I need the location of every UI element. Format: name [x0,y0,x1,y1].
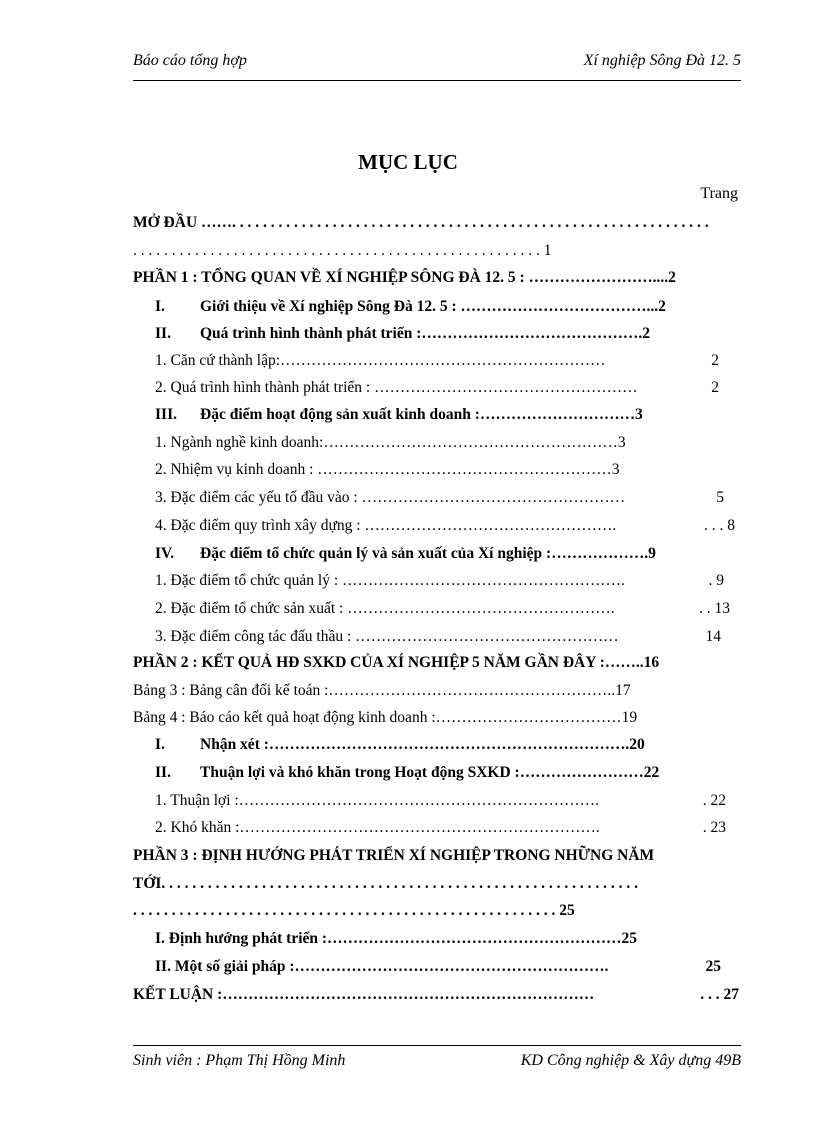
toc-entry [133,239,741,263]
toc-entry [155,403,741,427]
page-footer [133,1045,741,1080]
toc-entry-page: . 23 [701,816,726,840]
toc-entry [155,733,741,757]
toc-entry-roman: IV. [155,545,175,562]
toc-entry [155,597,730,621]
toc-entry-roman: I. [155,298,165,315]
toc-entry-text: 1. Ngành nghề kinh doanh:…………………………………………………3 [155,434,626,451]
toc-entry-text: 1. Thuận lợi :……………………………………………………………. [155,792,600,809]
toc-entry-text: 3. Đặc điểm các yếu tố đầu vào : …………………………………………… [155,489,626,506]
toc-entry [133,899,741,923]
toc-entry-text: 2. Đặc điểm tổ chức sản xuất : ……………………………………………. [155,600,615,617]
toc-entry-text: 1. Đặc điểm tổ chức quản lý : ………………………………………………. [155,572,625,589]
toc-entry [133,266,741,290]
toc-entry-text: Nhận xét :…………………………………………………………….20 [200,736,645,753]
page-column-label: Trang [700,185,738,202]
footer-left-text: Sinh viên : Phạm Thị Hồng Minh [133,1052,346,1069]
toc-entry [155,486,724,510]
toc-entry-text: TỚI. . . . . . . . . . . . . . . . . . . . . . . . . . . . . . . . . . . . . . . . . . . . . . . . . . . . . . . . . . . . . . [133,875,639,892]
toc-entry-roman: II. [155,325,171,342]
toc-entry [155,816,726,840]
toc-entry-page: . 22 [701,789,726,813]
toc-entry-page: . 9 [707,569,725,593]
toc-entry-text: KẾT LUẬN :……………………………………………………………… [133,986,595,1003]
toc-entry [155,569,724,593]
toc-entry [155,789,726,813]
toc-entry [155,458,741,482]
toc-entry-text: 2. Nhiệm vụ kinh doanh : …………………………………………………3 [155,461,620,478]
toc-entry-text: 4. Đặc điểm quy trình xây dựng : …………………………………………. [155,517,617,534]
toc-entry-page: 2 [709,349,719,373]
toc-entry-text: . . . . . . . . . . . . . . . . . . . . . . . . . . . . . . . . . . . . . . . . . . . . . . . . . . . . . 1 [133,242,552,259]
toc-entry [155,761,741,785]
toc-entry-page: . . 13 [697,597,730,621]
toc-entry-text: PHẦN 3 : ĐỊNH HƯỚNG PHÁT TRIỂN XÍ NGHIỆP TRONG NHỮNG NĂM [133,847,655,864]
footer-right-text: KD Công nghiệp & Xây dựng 49B [520,1052,741,1069]
toc-entry [155,431,741,455]
toc-entry-text: 2. Khó khăn :……………………………………………………………. [155,819,600,836]
toc-entry [133,844,741,868]
toc-entry [133,706,741,730]
header-right-text: Xí nghiệp Sông Đà 12. 5 [583,52,741,69]
toc-entry-page: 25 [704,955,722,979]
toc-entry-roman: I. [155,736,165,753]
toc-entry [133,872,741,896]
toc-entry-text: MỞ ĐẦU ……. . . . . . . . . . . . . . . . . . . . . . . . . . . . . . . . . . . . . . . . . . . . . . . . . . . . . . . . . . . . . . [133,214,709,231]
toc-entry [155,514,735,538]
toc-entry-text: Bảng 4 : Báo cáo kết quả hoạt động kinh doanh :………………………………19 [133,709,638,726]
toc-entry-page: 14 [704,625,722,649]
toc-entry-text: Đặc điểm hoạt động sản xuất kinh doanh :…………………………3 [200,406,643,423]
toc-entry-text: . . . . . . . . . . . . . . . . . . . . . . . . . . . . . . . . . . . . . . . . . . . . . . . . . . . . . . . 25 [133,902,575,919]
toc-entry [133,983,739,1007]
toc-entry [155,955,721,979]
toc-entry [155,927,741,951]
toc-entry-text: 2. Quá trình hình thành phát triển : …………………………………………… [155,379,638,396]
toc-entry [155,295,741,319]
toc-entry-text: PHẦN 1 : TỔNG QUAN VỀ XÍ NGHIỆP SÔNG ĐÀ 12. 5 : ……………………....2 [133,269,676,286]
toc-entry-roman: III. [155,406,177,423]
toc-entry-text: II. Một số giải pháp :……………………………………………………. [155,958,609,975]
toc-entry-text: I. Định hướng phát triển :…………………………………………………25 [155,930,638,947]
page-header [133,52,741,81]
toc-entry-page: 2 [709,376,719,400]
toc-entry [155,322,741,346]
toc-entry-text: Đặc điểm tổ chức quản lý và sản xuất của Xí nghiệp :……………….9 [200,545,656,562]
toc-entry [133,651,741,675]
toc-entry-text: Quá trình hình thành phát triển :…………………………………….2 [200,325,650,342]
page-title: MỤC LỤC [358,150,458,174]
toc-entry-page: 5 [714,486,724,510]
toc-entry [133,679,741,703]
toc-entry-page: . . . 27 [698,983,739,1007]
toc-entry [155,625,721,649]
toc-entry [155,349,719,373]
header-left-text: Báo cáo tổng hợp [133,52,247,69]
toc-entry-text: Thuận lợi và khó khăn trong Hoạt động SXKD :……………………22 [200,764,660,781]
toc-entry [155,542,741,566]
toc-entry-text: PHẦN 2 : KẾT QUẢ HĐ SXKD CỦA XÍ NGHIỆP 5 NĂM GẦN ĐÂY :……..16 [133,654,660,671]
toc-entry-roman: II. [155,764,171,781]
toc-entry-page: . . . 8 [702,514,735,538]
toc-entry-text: 1. Căn cứ thành lập:……………………………………………………… [155,352,606,369]
toc-entry-text: Bảng 3 : Bảng cân đối kế toán :………………………………………………..17 [133,682,631,699]
toc-entry [133,211,741,235]
toc-entry [155,376,719,400]
toc-entry-text: 3. Đặc điểm công tác đấu thầu : …………………………………………… [155,628,619,645]
toc-entry-text: Giới thiệu về Xí nghiệp Sông Đà 12. 5 : ………………………………...2 [200,298,666,315]
